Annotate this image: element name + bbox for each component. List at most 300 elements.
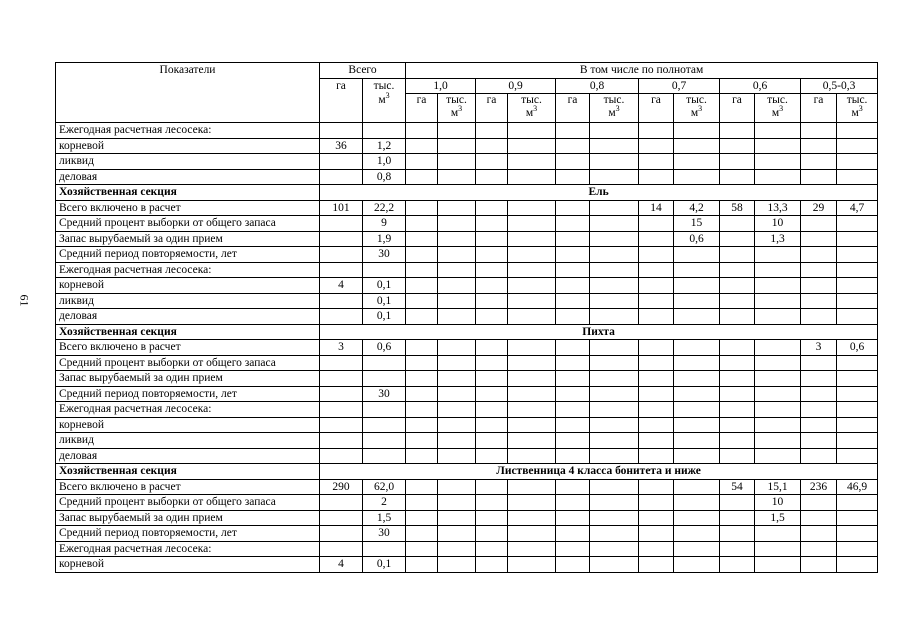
table-cell — [438, 169, 476, 185]
table-cell: 30 — [363, 386, 406, 402]
row-label: Запас вырубаемый за один прием — [56, 371, 320, 387]
density-volume-header: тыс. $м^3$ — [590, 94, 639, 123]
table-cell — [556, 154, 590, 170]
table-cell — [406, 402, 438, 418]
table-cell — [639, 541, 674, 557]
table-cell — [801, 402, 837, 418]
table-cell — [755, 138, 801, 154]
table-cell — [720, 262, 755, 278]
table-cell — [320, 510, 363, 526]
table-cell — [837, 541, 878, 557]
table-cell — [801, 216, 837, 232]
table-cell — [639, 169, 674, 185]
table-cell — [438, 557, 476, 573]
table-cell — [406, 510, 438, 526]
table-cell — [406, 231, 438, 247]
section-row — [56, 185, 878, 201]
density-volume-header: тыс. $м^3$ — [438, 94, 476, 123]
table-cell — [438, 495, 476, 511]
table-cell — [720, 386, 755, 402]
table-cell — [720, 216, 755, 232]
density-header: 0,8 — [556, 78, 639, 94]
table-cell — [438, 138, 476, 154]
table-cell — [320, 169, 363, 185]
table-cell: 4 — [320, 278, 363, 294]
table-cell — [639, 479, 674, 495]
table-cell — [556, 526, 590, 542]
table-cell: 2 — [363, 495, 406, 511]
table-row — [56, 154, 878, 170]
table-cell — [556, 541, 590, 557]
table-cell — [801, 231, 837, 247]
table-cell — [801, 309, 837, 325]
table-cell — [476, 355, 508, 371]
table-cell — [438, 417, 476, 433]
table-cell — [801, 386, 837, 402]
table-cell — [674, 557, 720, 573]
table-cell — [556, 200, 590, 216]
table-cell — [590, 448, 639, 464]
table-cell — [406, 526, 438, 542]
table-cell — [720, 526, 755, 542]
table-cell: 0,1 — [363, 557, 406, 573]
table-cell — [801, 123, 837, 139]
table-cell — [590, 386, 639, 402]
table-cell — [556, 216, 590, 232]
row-label: Ежегодная расчетная лесосека: — [56, 123, 320, 139]
table-cell — [406, 557, 438, 573]
table-cell: 4,2 — [674, 200, 720, 216]
table-cell — [438, 433, 476, 449]
table-cell — [476, 169, 508, 185]
table-cell — [639, 123, 674, 139]
table-cell — [801, 293, 837, 309]
density-header: 0,5-0,3 — [801, 78, 878, 94]
table-cell — [639, 216, 674, 232]
density-ha-header: га — [406, 94, 438, 123]
section-row — [56, 464, 878, 480]
table-cell — [556, 278, 590, 294]
table-cell — [508, 138, 556, 154]
table-cell — [674, 433, 720, 449]
table-cell — [720, 448, 755, 464]
table-cell — [755, 247, 801, 263]
table-row — [56, 402, 878, 418]
row-label: Всего включено в расчет — [56, 200, 320, 216]
table-cell — [720, 278, 755, 294]
row-label: Всего включено в расчет — [56, 479, 320, 495]
table-cell — [438, 371, 476, 387]
row-label: ликвид — [56, 433, 320, 449]
table-cell — [556, 355, 590, 371]
table-cell — [755, 169, 801, 185]
table-cell: 1,9 — [363, 231, 406, 247]
table-cell — [508, 541, 556, 557]
row-label: корневой — [56, 278, 320, 294]
table-cell — [837, 123, 878, 139]
table-row — [56, 200, 878, 216]
table-cell — [837, 169, 878, 185]
table-cell — [755, 433, 801, 449]
table-cell — [508, 495, 556, 511]
table-cell — [438, 200, 476, 216]
table-cell — [363, 433, 406, 449]
table-cell — [590, 433, 639, 449]
table-cell — [406, 495, 438, 511]
table-row — [56, 123, 878, 139]
table-cell — [837, 216, 878, 232]
table-cell — [837, 433, 878, 449]
table-cell — [476, 309, 508, 325]
table-cell — [406, 433, 438, 449]
table-cell — [590, 231, 639, 247]
table-cell — [508, 200, 556, 216]
table-cell — [837, 138, 878, 154]
table-cell — [556, 231, 590, 247]
table-cell — [508, 169, 556, 185]
table-cell — [590, 541, 639, 557]
table-cell — [438, 216, 476, 232]
table-cell — [720, 169, 755, 185]
table-cell — [755, 417, 801, 433]
table-cell — [476, 495, 508, 511]
page-number: 61 — [17, 294, 32, 307]
table-cell — [406, 169, 438, 185]
table-cell — [476, 247, 508, 263]
table-cell — [556, 309, 590, 325]
table-cell — [438, 278, 476, 294]
table-row — [56, 309, 878, 325]
table-cell — [508, 448, 556, 464]
table-cell — [556, 371, 590, 387]
table-cell — [590, 138, 639, 154]
table-cell — [801, 541, 837, 557]
density-ha-header: га — [556, 94, 590, 123]
table-cell — [674, 340, 720, 356]
table-cell — [406, 371, 438, 387]
table-cell — [801, 495, 837, 511]
table-cell — [837, 262, 878, 278]
table-cell — [476, 402, 508, 418]
table-cell — [720, 138, 755, 154]
row-label: Ежегодная расчетная лесосека: — [56, 402, 320, 418]
table-cell — [720, 355, 755, 371]
table-cell — [438, 448, 476, 464]
table-cell — [363, 355, 406, 371]
table-cell — [837, 448, 878, 464]
table-cell — [406, 309, 438, 325]
table-cell: 0,1 — [363, 278, 406, 294]
table-row — [56, 479, 878, 495]
table-cell — [720, 510, 755, 526]
density-header: 1,0 — [406, 78, 476, 94]
table-cell — [590, 417, 639, 433]
table-cell — [837, 526, 878, 542]
table-cell — [320, 123, 363, 139]
table-cell — [720, 433, 755, 449]
table-cell — [674, 417, 720, 433]
table-cell — [508, 340, 556, 356]
table-cell: 10 — [755, 216, 801, 232]
table-row — [56, 138, 878, 154]
density-ha-header: га — [476, 94, 508, 123]
table-cell — [508, 154, 556, 170]
table-cell — [755, 541, 801, 557]
table-cell: 62,0 — [363, 479, 406, 495]
table-row — [56, 557, 878, 573]
table-row — [56, 293, 878, 309]
table-cell: 30 — [363, 247, 406, 263]
table-cell — [476, 479, 508, 495]
table-row — [56, 216, 878, 232]
table-cell — [639, 309, 674, 325]
table-cell — [320, 386, 363, 402]
row-label: корневой — [56, 557, 320, 573]
table-cell — [674, 541, 720, 557]
table-cell — [508, 417, 556, 433]
table-cell — [438, 510, 476, 526]
table-cell — [674, 138, 720, 154]
table-cell — [556, 417, 590, 433]
table-cell — [556, 479, 590, 495]
table-cell — [837, 557, 878, 573]
table-cell — [837, 417, 878, 433]
table-cell — [720, 371, 755, 387]
table-cell — [556, 495, 590, 511]
table-cell — [438, 541, 476, 557]
table-cell — [320, 541, 363, 557]
table-cell — [508, 123, 556, 139]
table-cell: 30 — [363, 526, 406, 542]
table-row — [56, 526, 878, 542]
table-cell: 0,6 — [363, 340, 406, 356]
table-cell — [406, 262, 438, 278]
table-cell — [590, 526, 639, 542]
table-cell — [720, 417, 755, 433]
table-cell — [406, 417, 438, 433]
table-cell — [674, 169, 720, 185]
table-cell — [476, 231, 508, 247]
table-cell — [508, 479, 556, 495]
table-cell — [406, 340, 438, 356]
table-cell: 15,1 — [755, 479, 801, 495]
table-cell — [674, 262, 720, 278]
table-cell — [556, 123, 590, 139]
table-cell — [755, 278, 801, 294]
table-cell — [406, 479, 438, 495]
table-cell — [363, 417, 406, 433]
table-cell — [320, 433, 363, 449]
table-cell — [590, 123, 639, 139]
table-cell — [837, 510, 878, 526]
table-cell — [363, 448, 406, 464]
density-volume-header: тыс. $м^3$ — [837, 94, 878, 123]
table-cell — [801, 247, 837, 263]
row-label: Всего включено в расчет — [56, 340, 320, 356]
table-cell — [406, 278, 438, 294]
table-cell — [801, 526, 837, 542]
table-cell — [674, 278, 720, 294]
table-cell — [755, 557, 801, 573]
table-cell — [438, 247, 476, 263]
table-row — [56, 371, 878, 387]
row-label: корневой — [56, 138, 320, 154]
table-cell — [837, 371, 878, 387]
table-cell — [556, 448, 590, 464]
table-cell — [674, 123, 720, 139]
table-cell — [508, 371, 556, 387]
table-cell: 0,6 — [837, 340, 878, 356]
table-cell — [476, 541, 508, 557]
table-cell — [755, 262, 801, 278]
table-cell — [508, 216, 556, 232]
table-cell — [320, 154, 363, 170]
table-cell — [508, 278, 556, 294]
table-cell — [639, 371, 674, 387]
table-cell — [590, 278, 639, 294]
table-cell — [476, 417, 508, 433]
row-label: Ежегодная расчетная лесосека: — [56, 541, 320, 557]
section-label: Хозяйственная секция — [56, 324, 320, 340]
row-label: Средний период повторяемости, лет — [56, 386, 320, 402]
table-cell: 4 — [320, 557, 363, 573]
table-cell — [590, 216, 639, 232]
table-cell — [363, 402, 406, 418]
table-cell — [755, 154, 801, 170]
forest-cutting-table — [55, 62, 878, 573]
table-cell — [476, 433, 508, 449]
table-cell — [639, 278, 674, 294]
table-cell — [590, 355, 639, 371]
table-row — [56, 541, 878, 557]
table-cell — [639, 495, 674, 511]
table-cell — [590, 371, 639, 387]
table-cell — [438, 262, 476, 278]
table-cell — [508, 386, 556, 402]
table-cell — [837, 386, 878, 402]
table-cell — [438, 231, 476, 247]
table-cell — [755, 386, 801, 402]
table-cell — [406, 293, 438, 309]
table-cell — [639, 402, 674, 418]
table-row — [56, 386, 878, 402]
table-cell — [320, 417, 363, 433]
table-cell — [438, 355, 476, 371]
table-cell — [801, 355, 837, 371]
table-cell — [508, 433, 556, 449]
row-label: Средний процент выборки от общего запаса — [56, 495, 320, 511]
table-cell — [755, 526, 801, 542]
header-total-ha: га — [320, 78, 363, 123]
header-total: Всего — [320, 63, 406, 79]
table-cell — [476, 526, 508, 542]
row-label: Запас вырубаемый за один прием — [56, 231, 320, 247]
row-label: Ежегодная расчетная лесосека: — [56, 262, 320, 278]
table-cell — [406, 216, 438, 232]
table-cell — [755, 309, 801, 325]
row-label: ликвид — [56, 293, 320, 309]
table-cell: 1,3 — [755, 231, 801, 247]
table-cell — [406, 154, 438, 170]
table-cell — [476, 123, 508, 139]
table-cell — [508, 231, 556, 247]
table-row — [56, 231, 878, 247]
table-cell: 36 — [320, 138, 363, 154]
table-cell — [556, 169, 590, 185]
table-cell — [556, 386, 590, 402]
table-cell — [320, 371, 363, 387]
table-cell — [556, 340, 590, 356]
table-cell — [720, 340, 755, 356]
table-cell — [755, 448, 801, 464]
table-cell — [720, 293, 755, 309]
row-label: деловая — [56, 169, 320, 185]
table-cell — [674, 526, 720, 542]
table-cell: 13,3 — [755, 200, 801, 216]
table-cell — [476, 200, 508, 216]
table-cell: 22,2 — [363, 200, 406, 216]
table-cell — [674, 495, 720, 511]
table-cell — [320, 448, 363, 464]
table-cell — [801, 262, 837, 278]
table-cell — [639, 247, 674, 263]
table-row — [56, 417, 878, 433]
table-cell — [438, 309, 476, 325]
section-species: Пихта — [320, 324, 878, 340]
table-cell — [720, 123, 755, 139]
table-cell — [837, 495, 878, 511]
table-cell — [556, 293, 590, 309]
table-cell — [674, 386, 720, 402]
table-cell: 54 — [720, 479, 755, 495]
table-cell — [590, 293, 639, 309]
table-cell — [639, 433, 674, 449]
table-cell — [556, 433, 590, 449]
table-cell — [590, 479, 639, 495]
table-cell — [720, 557, 755, 573]
table-cell — [720, 309, 755, 325]
table-cell — [508, 526, 556, 542]
table-cell — [801, 448, 837, 464]
table-cell — [476, 138, 508, 154]
table-cell — [476, 510, 508, 526]
table-cell — [590, 510, 639, 526]
table-cell: 0,8 — [363, 169, 406, 185]
table-cell — [801, 417, 837, 433]
table-cell — [438, 386, 476, 402]
table-cell — [320, 262, 363, 278]
table-cell: 0,6 — [674, 231, 720, 247]
table-cell — [755, 123, 801, 139]
row-label: Запас вырубаемый за один прием — [56, 510, 320, 526]
table-cell — [363, 123, 406, 139]
table-cell — [556, 510, 590, 526]
table-cell — [837, 309, 878, 325]
header-total-volume: тыс. $м^3$ — [363, 78, 406, 123]
table-header — [56, 63, 878, 123]
table-cell: 15 — [674, 216, 720, 232]
table-cell — [639, 138, 674, 154]
density-ha-header: га — [639, 94, 674, 123]
table-cell: 3 — [801, 340, 837, 356]
table-cell — [674, 293, 720, 309]
table-cell — [320, 495, 363, 511]
table-cell — [801, 154, 837, 170]
table-cell — [508, 247, 556, 263]
table-cell — [755, 340, 801, 356]
table-cell — [590, 262, 639, 278]
table-cell: 9 — [363, 216, 406, 232]
